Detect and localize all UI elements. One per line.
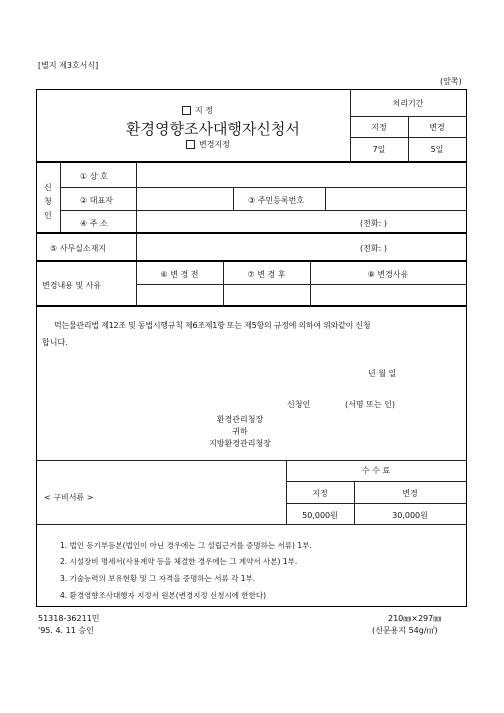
processing-val-change: 5일 (430, 145, 444, 154)
office-location-label: ⑤ 사무실소재지 (50, 244, 107, 253)
recipient-2: 귀하 (232, 427, 248, 436)
paper-size: 210㎜×297㎜ (388, 614, 442, 623)
designate-option: 지 정 (182, 105, 213, 116)
page-side: (앞쪽) (440, 77, 462, 86)
form-frame (36, 89, 467, 607)
office-phone: (전화: ) (360, 244, 387, 253)
processing-col-change: 변경 (429, 123, 445, 132)
processing-col-designate: 지정 (371, 123, 387, 132)
fee-col-designate: 지정 (312, 489, 328, 498)
address-phone: (전화: ) (360, 219, 387, 228)
document-item: 3. 기술능력의 보유현황 및 그 자격을 증명하는 서류 각 1부. (60, 574, 256, 583)
checkbox-icon (182, 106, 191, 115)
recipient-1: 환경관리청장 (216, 415, 264, 424)
fee-val-designate: 50,000원 (302, 511, 338, 520)
approval-date: '95. 4. 11 승인 (38, 626, 94, 635)
address-label: ④ 주 소 (80, 219, 108, 228)
change-after-label: ⑦ 변 경 후 (247, 270, 286, 279)
document-item: 4. 환경영향조사대행자 지정서 원본(변경지정 신청시에 한한다) (60, 591, 267, 600)
fee-col-change: 변경 (402, 489, 418, 498)
form-title: 환경영향조사대행자신청서 (126, 120, 300, 138)
document-item: 1. 법인 등기부등본(법인이 아닌 경우에는 그 설립근거를 증명하는 서류) 1부. (60, 541, 312, 550)
change-reason-label: ⑧ 변경사유 (367, 270, 409, 279)
applicant-signer: 신청인 (287, 400, 311, 409)
company-name-label: ① 상 호 (80, 172, 108, 181)
fee-val-change: 30,000원 (392, 511, 428, 520)
processing-label: 처리기간 (392, 99, 424, 108)
required-docs-label: < 구비서류 > (44, 493, 94, 502)
applicant-side-label: 신 청 인 (44, 183, 52, 220)
processing-val-designate: 7일 (372, 145, 386, 154)
change-content-label: 변경내용 및 사유 (42, 281, 102, 290)
recipient-3: 지방환경관리청장 (209, 439, 271, 448)
checkbox-icon (186, 140, 195, 149)
representative-label: ② 대표자 (80, 196, 113, 205)
paper-type: (신문용지 54g/㎡) (372, 626, 438, 635)
statement-line-2: 합니다. (42, 338, 68, 347)
change-before-label: ⑥ 변 경 전 (160, 270, 199, 279)
form-code: 51318-36211민 (38, 614, 100, 623)
form-number: [별지 제3호서식] (38, 61, 99, 70)
statement-date: 년 월 일 (368, 369, 397, 378)
resident-number-label: ③ 주민등록번호 (248, 196, 305, 205)
document-item: 2. 시설장비 명세서(사용계약 등을 체결한 경우에는 그 계약서 사본) 1부. (60, 557, 298, 566)
signature-note: (서명 또는 인) (345, 400, 395, 409)
change-option: 변경지정 (186, 139, 230, 150)
fee-title: 수 수 료 (361, 466, 391, 475)
statement-line-1: 먹는물관리법 제12조 및 동법시행규칙 제6조제1항 또는 제5항의 규정에 의하여 위와같이 신청 (54, 321, 371, 330)
